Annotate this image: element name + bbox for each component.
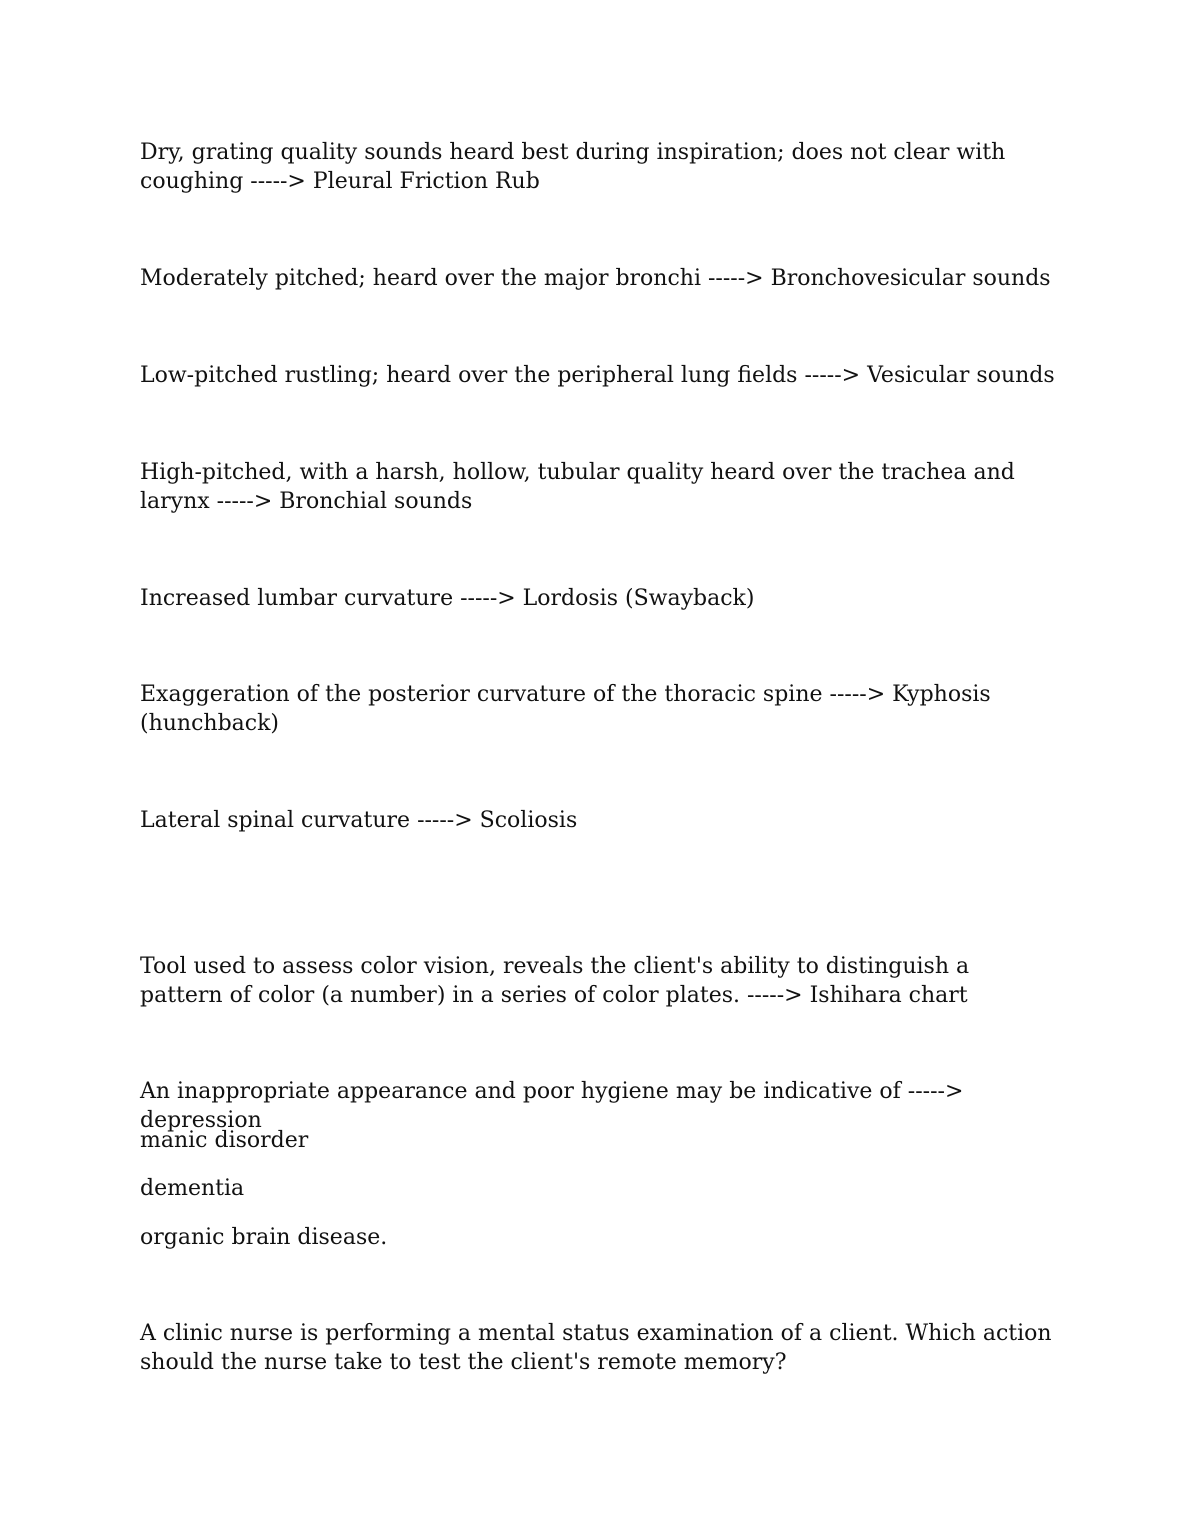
paragraph-manic-disorder: manic disorder	[140, 1128, 309, 1153]
paragraph-scoliosis: Lateral spinal curvature -----> Scoliosis	[140, 808, 578, 833]
paragraph-lordosis: Increased lumbar curvature -----> Lordosis (Swayback)	[140, 586, 755, 611]
paragraph-vesicular-sounds: Low-pitched rustling; heard over the peripheral lung fields -----> Vesicular sounds	[140, 363, 1055, 388]
paragraph-ishihara-chart: Tool used to assess color vision, reveals the client's ability to distinguish a pattern of color (a number) in a series of color plates. -----> Ishihara chart	[140, 954, 970, 1008]
paragraph-bronchovesicular-sounds: Moderately pitched; heard over the major bronchi -----> Bronchovesicular sounds	[140, 266, 1051, 291]
paragraph-pleural-friction-rub: Dry, grating quality sounds heard best during inspiration; does not clear with coughing -----> Pleural Friction Rub	[140, 140, 1006, 194]
paragraph-organic-brain-disease: organic brain disease.	[140, 1225, 388, 1250]
paragraph-appearance-hygiene: An inappropriate appearance and poor hygiene may be indicative of -----> depression	[140, 1079, 964, 1133]
paragraph-dementia: dementia	[140, 1176, 245, 1201]
paragraph-kyphosis: Exaggeration of the posterior curvature of the thoracic spine -----> Kyphosis (hunchback)	[140, 682, 991, 736]
paragraph-bronchial-sounds: High-pitched, with a harsh, hollow, tubular quality heard over the trachea and larynx -----> Bronchial sounds	[140, 460, 1015, 514]
paragraph-remote-memory-question: A clinic nurse is performing a mental status examination of a client. Which action should the nurse take to test the client's remote memory?	[140, 1321, 1052, 1375]
